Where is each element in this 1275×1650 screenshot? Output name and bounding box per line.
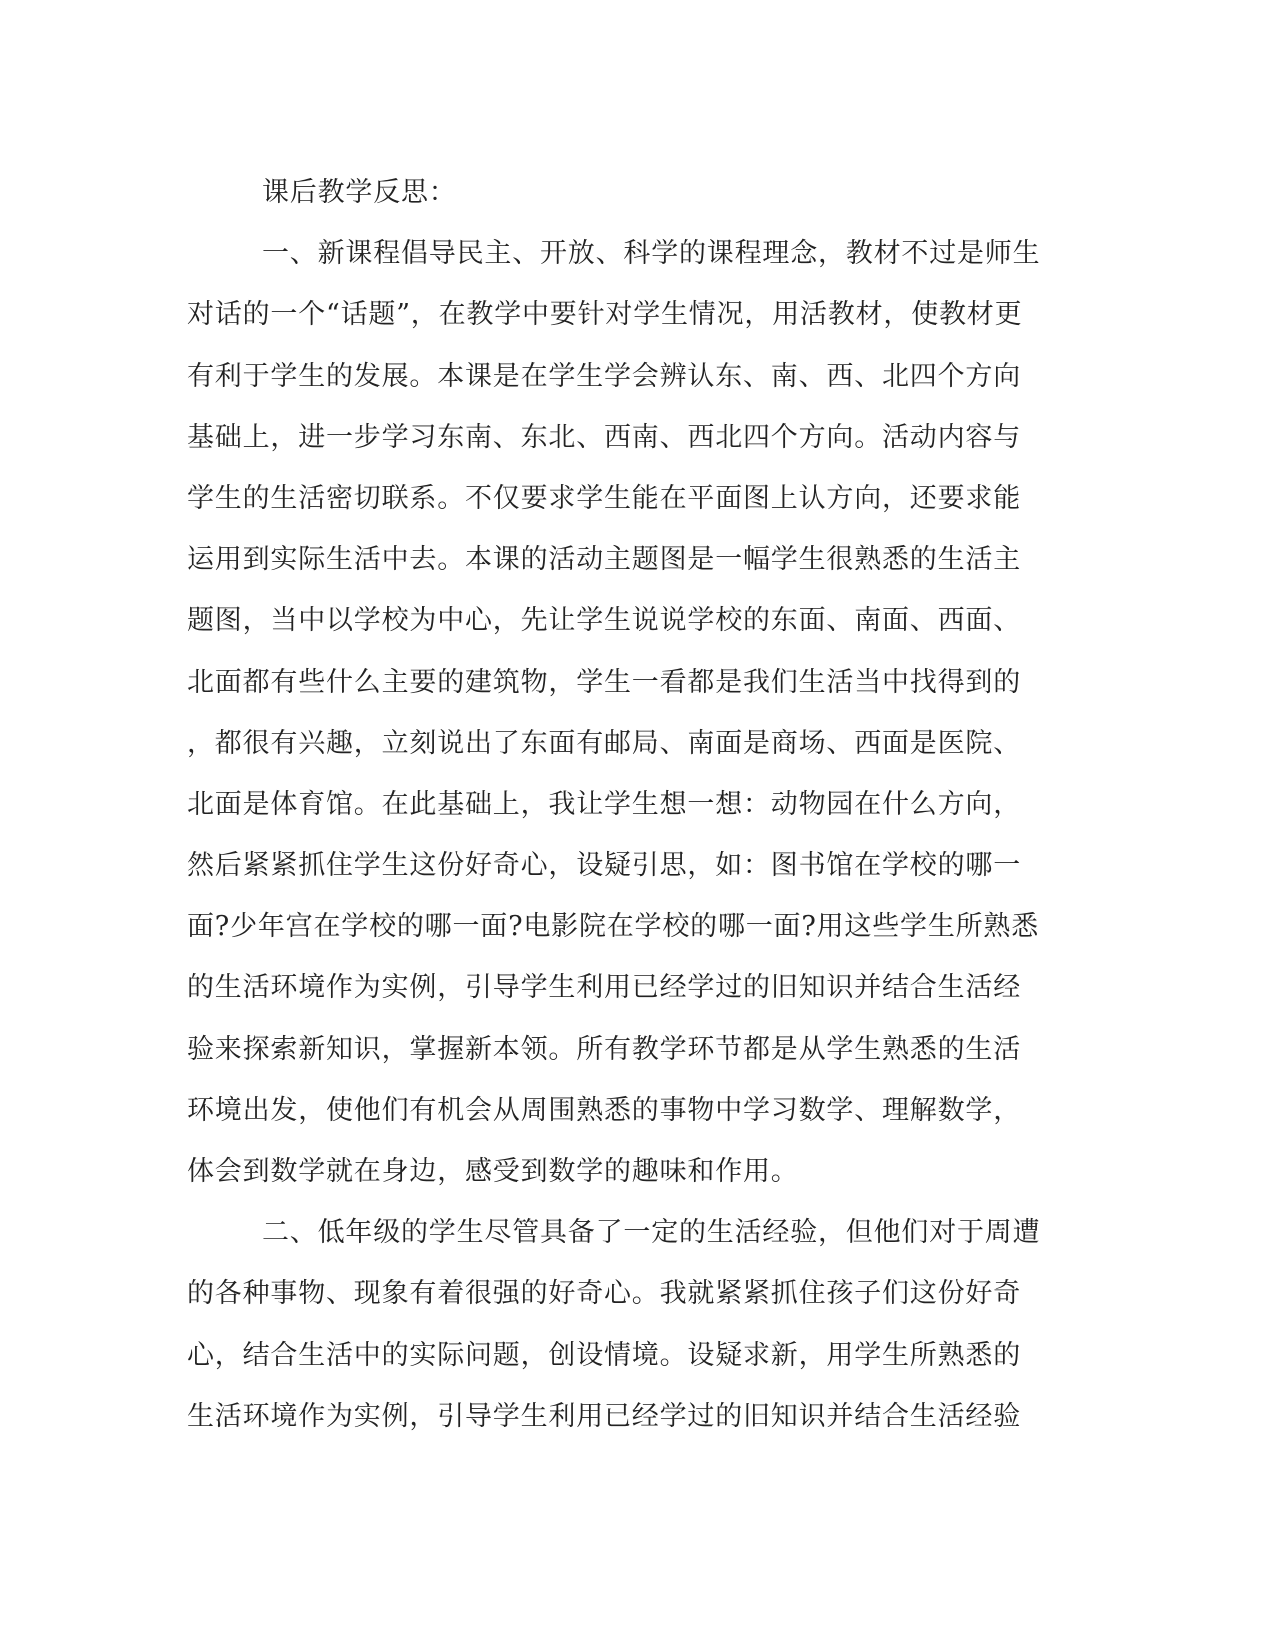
paragraph-1-line: 验来探索新知识，掌握新本领。所有教学环节都是从学生熟悉的生活: [187, 1033, 1021, 1065]
paragraph-2-line: 二、低年级的学生尽管具备了一定的生活经验，但他们对于周遭: [262, 1217, 1041, 1249]
paragraph-1-line: 体会到数学就在身边，感受到数学的趣味和作用。: [187, 1156, 799, 1187]
section-heading: 课后教学反思：: [262, 177, 457, 208]
paragraph-1-line: 一、新课程倡导民主、开放、科学的课程理念，教材不过是师生: [262, 238, 1041, 270]
paragraph-1-line: 运用到实际生活中去。本课的活动主题图是一幅学生很熟悉的生活主: [187, 544, 1021, 576]
paragraph-1-line: 有利于学生的发展。本课是在学生学会辨认东、南、西、北四个方向: [187, 360, 1021, 392]
paragraph-1-line: 的生活环境作为实例，引导学生利用已经学过的旧知识并结合生活经: [187, 972, 1021, 1004]
paragraph-1-line: 面?少年宫在学校的哪一面?电影院在学校的哪一面?用这些学生所熟悉: [187, 911, 1040, 943]
paragraph-1-line: 基础上，进一步学习东南、东北、西南、西北四个方向。活动内容与: [187, 421, 1021, 453]
document-body: [187, 162, 1067, 1447]
paragraph-1-line: 然后紧紧抓住学生这份好奇心，设疑引思，如：图书馆在学校的哪一: [187, 850, 1021, 882]
paragraph-1-line: 学生的生活密切联系。不仅要求学生能在平面图上认方向，还要求能: [187, 482, 1021, 514]
paragraph-1-line: 环境出发，使他们有机会从周围熟悉的事物中学习数学、理解数学，: [187, 1094, 1021, 1126]
paragraph-1-line: 北面都有些什么主要的建筑物，学生一看都是我们生活当中找得到的: [187, 666, 1021, 698]
paragraph-1-line: 对话的一个“话题”，在教学中要针对学生情况，用活教材，使教材更: [187, 299, 1023, 331]
paragraph-1-line: 题图，当中以学校为中心，先让学生说说学校的东面、南面、西面、: [187, 605, 1021, 637]
paragraph-1-line: 北面是体育馆。在此基础上，我让学生想一想：动物园在什么方向，: [187, 788, 1021, 820]
paragraph-2-line: 生活环境作为实例，引导学生利用已经学过的旧知识并结合生活经验: [187, 1400, 1021, 1432]
paragraph-2-line: 的各种事物、现象有着很强的好奇心。我就紧紧抓住孩子们这份好奇: [187, 1278, 1021, 1310]
paragraph-1-line: ，都很有兴趣，立刻说出了东面有邮局、南面是商场、西面是医院、: [187, 727, 1021, 759]
paragraph-2-line: 心，结合生活中的实际问题，创设情境。设疑求新，用学生所熟悉的: [187, 1339, 1021, 1371]
